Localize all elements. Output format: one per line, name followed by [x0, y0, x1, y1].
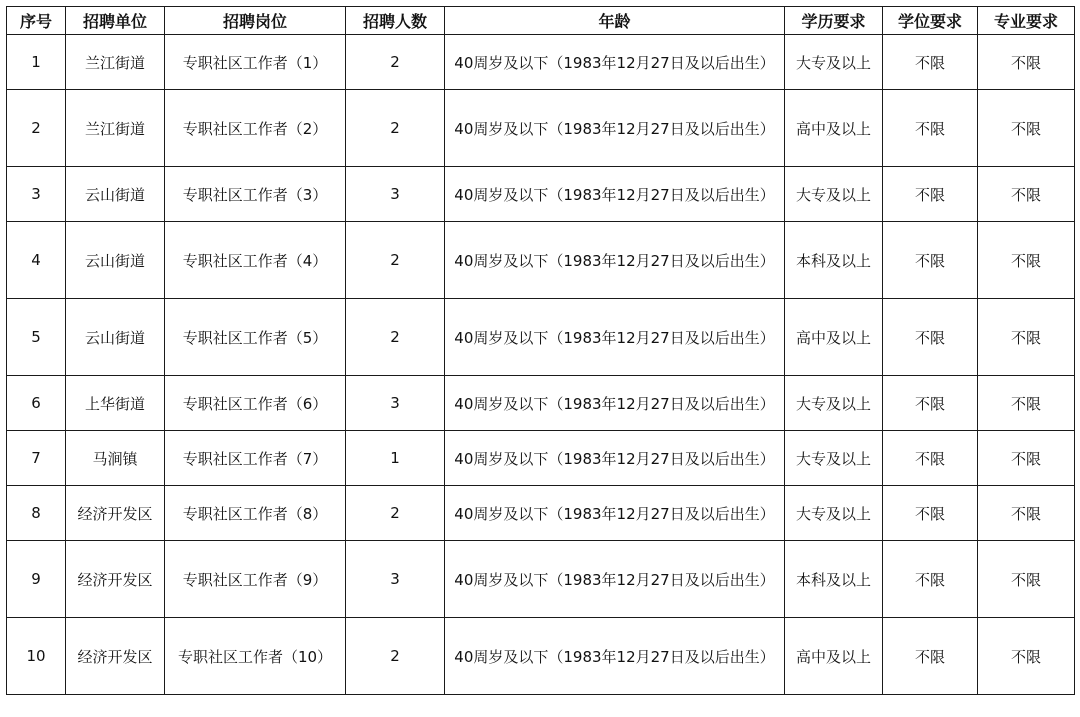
cell-no: 7 [7, 431, 66, 486]
cell-no: 3 [7, 167, 66, 222]
cell-age: 40周岁及以下（1983年12月27日及以后出生） [445, 541, 785, 618]
cell-education: 大专及以上 [785, 486, 883, 541]
cell-count: 2 [346, 222, 445, 299]
cell-position: 专职社区工作者（1） [165, 35, 346, 90]
header-cell-no: 序号 [7, 7, 66, 35]
cell-count: 2 [346, 486, 445, 541]
cell-count: 3 [346, 541, 445, 618]
cell-no: 10 [7, 618, 66, 695]
recruitment-table [6, 6, 1075, 695]
cell-unit: 上华街道 [66, 376, 165, 431]
cell-major: 不限 [978, 431, 1075, 486]
cell-major: 不限 [978, 618, 1075, 695]
cell-age: 40周岁及以下（1983年12月27日及以后出生） [445, 222, 785, 299]
cell-degree: 不限 [883, 167, 978, 222]
table-row [7, 376, 1075, 431]
table-row [7, 299, 1075, 376]
cell-degree: 不限 [883, 541, 978, 618]
cell-education: 大专及以上 [785, 431, 883, 486]
cell-degree: 不限 [883, 90, 978, 167]
cell-education: 高中及以上 [785, 618, 883, 695]
header-row [7, 7, 1075, 35]
cell-unit: 马涧镇 [66, 431, 165, 486]
table-row [7, 486, 1075, 541]
cell-count: 2 [346, 90, 445, 167]
cell-unit: 兰江街道 [66, 35, 165, 90]
cell-degree: 不限 [883, 486, 978, 541]
cell-education: 大专及以上 [785, 376, 883, 431]
header-cell-position: 招聘岗位 [165, 7, 346, 35]
cell-count: 1 [346, 431, 445, 486]
cell-education: 大专及以上 [785, 167, 883, 222]
cell-position: 专职社区工作者（2） [165, 90, 346, 167]
cell-major: 不限 [978, 222, 1075, 299]
cell-no: 2 [7, 90, 66, 167]
cell-degree: 不限 [883, 618, 978, 695]
cell-no: 1 [7, 35, 66, 90]
cell-degree: 不限 [883, 299, 978, 376]
cell-no: 6 [7, 376, 66, 431]
cell-age: 40周岁及以下（1983年12月27日及以后出生） [445, 90, 785, 167]
header-cell-unit: 招聘单位 [66, 7, 165, 35]
cell-age: 40周岁及以下（1983年12月27日及以后出生） [445, 299, 785, 376]
cell-count: 3 [346, 167, 445, 222]
cell-major: 不限 [978, 376, 1075, 431]
cell-degree: 不限 [883, 35, 978, 90]
cell-age: 40周岁及以下（1983年12月27日及以后出生） [445, 167, 785, 222]
cell-major: 不限 [978, 90, 1075, 167]
cell-no: 8 [7, 486, 66, 541]
cell-major: 不限 [978, 486, 1075, 541]
cell-education: 大专及以上 [785, 35, 883, 90]
cell-degree: 不限 [883, 376, 978, 431]
header-cell-education: 学历要求 [785, 7, 883, 35]
header-cell-age: 年龄 [445, 7, 785, 35]
header-cell-major: 专业要求 [978, 7, 1075, 35]
cell-position: 专职社区工作者（4） [165, 222, 346, 299]
table-row [7, 222, 1075, 299]
cell-position: 专职社区工作者（5） [165, 299, 346, 376]
table-row [7, 431, 1075, 486]
table-row [7, 618, 1075, 695]
cell-age: 40周岁及以下（1983年12月27日及以后出生） [445, 618, 785, 695]
cell-position: 专职社区工作者（9） [165, 541, 346, 618]
cell-age: 40周岁及以下（1983年12月27日及以后出生） [445, 35, 785, 90]
cell-unit: 兰江街道 [66, 90, 165, 167]
table-row [7, 167, 1075, 222]
cell-age: 40周岁及以下（1983年12月27日及以后出生） [445, 486, 785, 541]
cell-degree: 不限 [883, 222, 978, 299]
cell-count: 2 [346, 35, 445, 90]
cell-unit: 云山街道 [66, 222, 165, 299]
cell-position: 专职社区工作者（6） [165, 376, 346, 431]
table-row [7, 90, 1075, 167]
cell-unit: 经济开发区 [66, 618, 165, 695]
cell-position: 专职社区工作者（7） [165, 431, 346, 486]
header-cell-degree: 学位要求 [883, 7, 978, 35]
cell-age: 40周岁及以下（1983年12月27日及以后出生） [445, 376, 785, 431]
cell-education: 高中及以上 [785, 299, 883, 376]
cell-degree: 不限 [883, 431, 978, 486]
cell-major: 不限 [978, 299, 1075, 376]
cell-major: 不限 [978, 35, 1075, 90]
cell-position: 专职社区工作者（3） [165, 167, 346, 222]
cell-age: 40周岁及以下（1983年12月27日及以后出生） [445, 431, 785, 486]
cell-no: 4 [7, 222, 66, 299]
cell-position: 专职社区工作者（8） [165, 486, 346, 541]
table-row [7, 35, 1075, 90]
cell-count: 2 [346, 618, 445, 695]
cell-education: 本科及以上 [785, 541, 883, 618]
cell-count: 3 [346, 376, 445, 431]
header-cell-count: 招聘人数 [346, 7, 445, 35]
cell-no: 5 [7, 299, 66, 376]
cell-no: 9 [7, 541, 66, 618]
cell-unit: 经济开发区 [66, 541, 165, 618]
cell-position: 专职社区工作者（10） [165, 618, 346, 695]
cell-major: 不限 [978, 167, 1075, 222]
cell-unit: 云山街道 [66, 299, 165, 376]
cell-education: 高中及以上 [785, 90, 883, 167]
cell-education: 本科及以上 [785, 222, 883, 299]
cell-major: 不限 [978, 541, 1075, 618]
table-row [7, 541, 1075, 618]
cell-unit: 云山街道 [66, 167, 165, 222]
cell-unit: 经济开发区 [66, 486, 165, 541]
cell-count: 2 [346, 299, 445, 376]
